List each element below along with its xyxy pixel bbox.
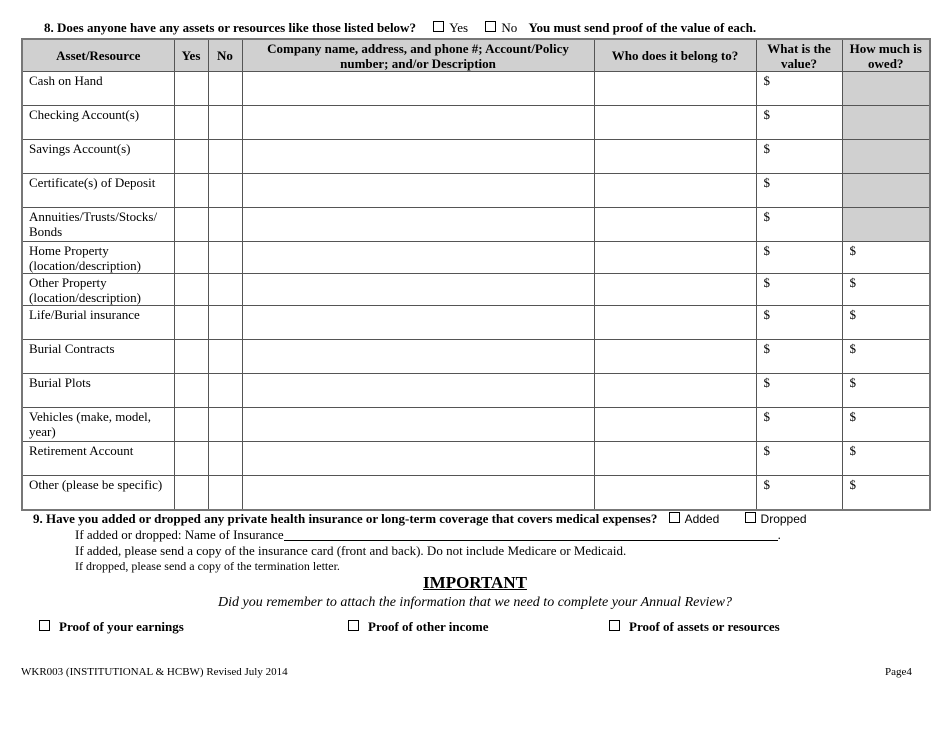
owed-cell[interactable]: $ [842,476,930,511]
owed-cell[interactable]: $ [842,408,930,442]
q8-yes-label: Yes [449,20,469,35]
checklist-earnings[interactable] [39,619,184,635]
owed-cell[interactable]: $ [842,242,930,274]
yes-cell[interactable] [174,174,208,208]
owed-cell[interactable]: $ [842,442,930,476]
no-cell[interactable] [208,408,242,442]
description-cell[interactable] [242,340,594,374]
insurance-name-suffix: . [777,527,781,542]
owner-cell[interactable] [594,408,756,442]
important-heading: IMPORTANT [423,573,527,592]
yes-cell[interactable] [174,340,208,374]
table-row [22,306,930,340]
yes-cell[interactable] [174,72,208,106]
question-9 [33,511,807,527]
description-cell[interactable] [242,242,594,274]
question-8 [44,20,756,36]
asset-label: Other (please be specific) [22,476,174,511]
table-row [22,242,930,274]
no-cell[interactable] [208,306,242,340]
checkbox-icon[interactable] [39,620,50,631]
table-row [22,442,930,476]
checkbox-icon[interactable] [485,21,496,32]
asset-label: Burial Contracts [22,340,174,374]
table-row [22,374,930,408]
value-cell[interactable]: $ [756,174,842,208]
no-cell[interactable] [208,174,242,208]
value-cell[interactable]: $ [756,242,842,274]
owed-cell[interactable]: $ [842,274,930,306]
table-row [22,274,930,306]
owed-cell-na [842,72,930,106]
checkbox-icon[interactable] [669,512,680,523]
insurance-name-field[interactable] [284,528,778,541]
table-row [22,208,930,242]
yes-cell[interactable] [174,442,208,476]
asset-label: Other Property (location/description) [22,274,174,306]
no-cell[interactable] [208,374,242,408]
owner-cell[interactable] [594,106,756,140]
yes-cell[interactable] [174,476,208,511]
q9-dropped-label: Dropped [760,512,807,526]
checkbox-icon[interactable] [433,21,444,32]
description-cell[interactable] [242,476,594,511]
yes-cell[interactable] [174,408,208,442]
checklist-assets[interactable] [609,619,780,635]
owner-cell[interactable] [594,242,756,274]
table-row [22,106,930,140]
owner-cell[interactable] [594,442,756,476]
description-cell[interactable] [242,306,594,340]
value-cell[interactable]: $ [756,106,842,140]
yes-cell[interactable] [174,106,208,140]
no-cell[interactable] [208,340,242,374]
owed-cell-na [842,140,930,174]
owed-cell[interactable]: $ [842,374,930,408]
checklist-other-income[interactable] [348,619,488,635]
q9-dropped-option[interactable] [745,512,807,526]
asset-label: Cash on Hand [22,72,174,106]
value-cell[interactable]: $ [756,408,842,442]
assets-table [21,38,931,511]
value-cell[interactable]: $ [756,476,842,511]
header-yes: Yes [174,39,208,72]
value-cell[interactable]: $ [756,208,842,242]
value-cell[interactable]: $ [756,274,842,306]
no-cell[interactable] [208,140,242,174]
q9-added-label: Added [684,512,720,526]
table-row [22,408,930,442]
owed-cell-na [842,174,930,208]
no-cell[interactable] [208,242,242,274]
checklist-assets-label: Proof of assets or resources [629,619,780,634]
table-row [22,174,930,208]
header-owner: Who does it belong to? [594,39,756,72]
owed-cell-na [842,106,930,140]
value-cell[interactable]: $ [756,306,842,340]
page-number: Page4 [885,666,912,678]
insurance-name-prompt: If added or dropped: Name of Insurance [75,527,284,542]
insurance-name-line [75,527,781,543]
description-cell[interactable] [242,140,594,174]
dropped-note: If dropped, please send a copy of the termination letter. [75,559,340,573]
table-row [22,140,930,174]
asset-label: Home Property (location/description) [22,242,174,274]
owner-cell[interactable] [594,340,756,374]
description-cell[interactable] [242,374,594,408]
form-id: WKR003 (INSTITUTIONAL & HCBW) Revised July 2014 [21,666,288,678]
owed-cell-na [842,208,930,242]
table-header-row [22,39,930,72]
asset-label: Annuities/Trusts/Stocks/ Bonds [22,208,174,242]
no-cell[interactable] [208,274,242,306]
owed-cell[interactable]: $ [842,340,930,374]
value-cell[interactable]: $ [756,442,842,476]
no-cell[interactable] [208,72,242,106]
description-cell[interactable] [242,442,594,476]
owner-cell[interactable] [594,476,756,511]
checkbox-icon[interactable] [745,512,756,523]
question-9-text: 9. Have you added or dropped any private health insurance or long-term coverage that covers medical expenses? [33,511,658,526]
description-cell[interactable] [242,72,594,106]
asset-label: Vehicles (make, model, year) [22,408,174,442]
no-cell[interactable] [208,208,242,242]
table-row [22,476,930,511]
question-8-text: 8. Does anyone have any assets or resources like those listed below? [44,20,416,35]
yes-cell[interactable] [174,140,208,174]
asset-label: Checking Account(s) [22,106,174,140]
owner-cell[interactable] [594,274,756,306]
value-cell[interactable]: $ [756,140,842,174]
owner-cell[interactable] [594,72,756,106]
checklist-earnings-label: Proof of your earnings [59,619,184,634]
table-body [22,72,930,511]
yes-cell[interactable] [174,242,208,274]
added-note: If added, please send a copy of the insurance card (front and back). Do not include Medicare or Medicaid. [75,543,627,558]
description-cell[interactable] [242,208,594,242]
yes-cell[interactable] [174,274,208,306]
header-value: What is the value? [756,39,842,72]
value-cell[interactable]: $ [756,72,842,106]
description-cell[interactable] [242,174,594,208]
value-cell[interactable]: $ [756,340,842,374]
owner-cell[interactable] [594,306,756,340]
yes-cell[interactable] [174,374,208,408]
no-cell[interactable] [208,476,242,511]
asset-label: Burial Plots [22,374,174,408]
no-cell[interactable] [208,442,242,476]
header-no: No [208,39,242,72]
asset-label: Savings Account(s) [22,140,174,174]
checklist-other-income-label: Proof of other income [368,619,489,634]
yes-cell[interactable] [174,208,208,242]
owner-cell[interactable] [594,208,756,242]
owner-cell[interactable] [594,374,756,408]
asset-label: Life/Burial insurance [22,306,174,340]
yes-cell[interactable] [174,306,208,340]
q8-no-option[interactable] [485,20,517,35]
no-cell[interactable] [208,106,242,140]
header-company: Company name, address, and phone #; Account/Policy number; and/or Description [242,39,594,72]
checkbox-icon[interactable] [348,620,359,631]
reminder-text: Did you remember to attach the information that we need to complete your Annual Review? [217,595,732,610]
checkbox-icon[interactable] [609,620,620,631]
header-asset: Asset/Resource [22,39,174,72]
proof-instruction: You must send proof of the value of each. [528,20,757,35]
asset-label: Retirement Account [22,442,174,476]
description-cell[interactable] [242,408,594,442]
owed-cell[interactable]: $ [842,306,930,340]
owner-cell[interactable] [594,140,756,174]
q9-added-option[interactable] [669,512,720,526]
table-row [22,340,930,374]
description-cell[interactable] [242,106,594,140]
description-cell[interactable] [242,274,594,306]
header-owed: How much is owed? [842,39,930,72]
q8-yes-option[interactable] [433,20,468,35]
table-row [22,72,930,106]
q8-no-label: No [501,20,518,35]
owner-cell[interactable] [594,174,756,208]
value-cell[interactable]: $ [756,374,842,408]
asset-label: Certificate(s) of Deposit [22,174,174,208]
